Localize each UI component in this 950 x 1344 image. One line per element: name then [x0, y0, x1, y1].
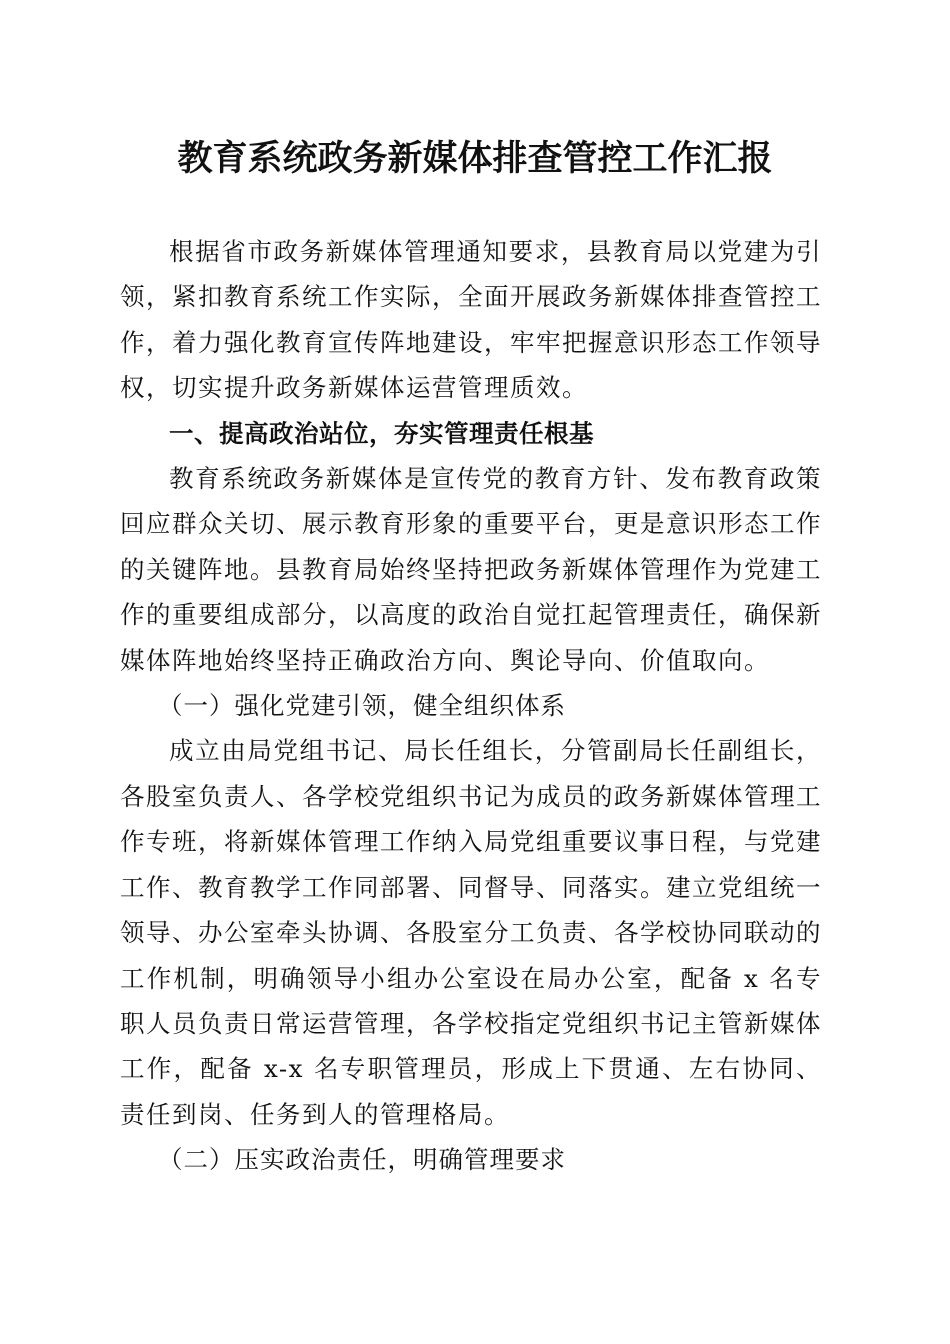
intro-paragraph: 根据省市政务新媒体管理通知要求，县教育局以党建为引领，紧扣教育系统工作实际，全面开展政务新媒体排查管控工作，着力强化教育宣传阵地建设，牢牢把握意识形态工作领导权，切实提升政务新媒体运营管理质效。 — [120, 237, 822, 403]
document-body — [120, 229, 822, 1183]
section-1-paragraph: 教育系统政务新媒体是宣传党的教育方针、发布教育政策回应群众关切、展示教育形象的重要平台，更是意识形态工作的关键阵地。县教育局始终坚持把政务新媒体管理作为党建工作的重要组成部分，以高度的政治自觉扛起管理责任，确保新媒体阵地始终坚持正确政治方向、舆论导向、价值取向。 — [120, 464, 822, 675]
subsection-1-paragraph: 成立由局党组书记、局长任组长，分管副局长任副组长，各股室负责人、各学校党组织书记为成员的政务新媒体管理工作专班，将新媒体管理工作纳入局党组重要议事日程，与党建工作、教育教学工作同部署、同督导、同落实。建立党组统一领导、办公室牵头协调、各股室分工负责、各学校协同联动的工作机制，明确领导小组办公室设在局办公室，配备 x 名专职人员负责日常运营管理，各学校指定党组织书记主管新媒体工作，配备 x-x 名专职管理员，形成上下贯通、左右协同、责任到岗、任务到人的管理格局。 — [120, 736, 822, 1129]
section-1-heading: 一、提高政治站位，夯实管理责任根基 — [169, 418, 594, 448]
subsection-1-heading: （一）强化党建引领，健全组织体系 — [158, 691, 566, 721]
document-title: 教育系统政务新媒体排查管控工作汇报 — [177, 138, 773, 179]
subsection-2-heading: （二）压实政治责任，明确管理要求 — [158, 1145, 566, 1175]
